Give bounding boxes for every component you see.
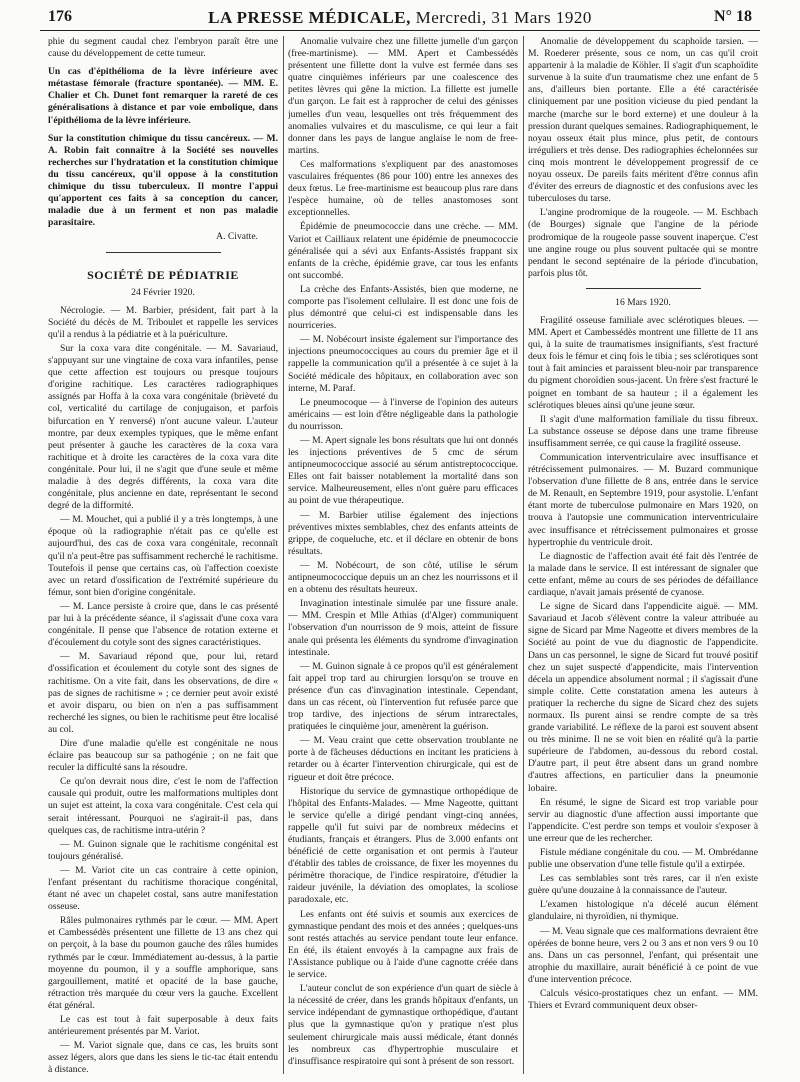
issue-date: Mercredi, 31 Mars 1920 (415, 8, 592, 27)
paragraph: — M. Variot signale que, dans ce cas, les bruits sont assez légers, alors que dans les siens le tic-tac était entendu à distance. (48, 1040, 278, 1074)
separator (106, 252, 221, 253)
paragraph: Râles pulmonaires rythmés par le cœur. — MM. Apert et Cambessédès présentent une fillette de 13 ans chez qui on perçoit, à la base du poumon gauche des râles humides rythmés par le cœur. Immédiatement au-dessus, à la partie moyenne du poumon, il y a souffle amphorique, sans gargouillement, matité et opacité de la base gauche, rétraction très marquée du cœur vers la gauche. Excellent état général. (48, 915, 278, 1011)
paragraph: — M. Variot cite un cas contraire à cette opinion, l'enfant présentant du rachitisme thoracique congénital, étant né avec un chapelet costal, sans autre manifestation osseuse. (48, 864, 278, 913)
column-3 (528, 36, 758, 1074)
paragraph: Fistule médiane congénitale du cou. — M. Ombrédanne publie une observation d'une telle fistule qu'il a extirpée. (528, 847, 758, 871)
paragraph: phie du segment caudal chez l'embryon paraît être une cause du développement de cette tumeur. (48, 36, 278, 60)
paragraph: — M. Mouchet, qui a publié il y a très longtemps, à une époque où la radiographie n'était pas ce qu'elle est aujourd'hui, des cas de coxa vara congénitale, reconnaît qu'il n'a peut-être pas suffisamment recherché le rachitisme. Toutefois il pense que certains cas, où l'affection coexiste avec un retard d'ossification de l'extrémité supérieure du fémur, sont bien d'origine congénitale. (48, 514, 278, 598)
paragraph: L'examen histologique n'a décelé aucun élément glandulaire, ni thyroïdien, ni thymique. (528, 899, 758, 923)
paragraph: Nécrologie. — M. Barbier, président, fait part à la Société du décès de M. Triboulet et rappelle les services qu'il a rendus à la pédiatrie et à la puériculture. (48, 304, 278, 340)
paragraph: Calculs vésico-prostatiques chez un enfant. — MM. Thiers et Evrard communiquent deux obser- (528, 988, 758, 1012)
paragraph: — M. Nobécourt, de son côté, utilise le sérum antipneumococcique depuis un an chez les nourrissons et il en a obtenu des résultats heureux. (288, 559, 518, 596)
paragraph: Sur la coxa vara dite congénitale. — M. Savariaud, s'appuyant sur une vingtaine de coxa vara infantiles, pense que cette affection est toujours ou presque toujours d'origine rachitique. Les caractères radiographiques assignés par Hoffa à la coxa vara congénitale (brièveté du col, verticalité du cartilage de conjugaison, et parfois bifurcation en Y renversé) n'ont aucune valeur. L'auteur montre, par deux exemples typiques, que le même enfant peut présenter à gauche les caractères de la coxa vara rachitique et à droite les caractères de la coxa vara dite congénitale. Pour lui, il ne s'agit que d'une seule et même maladie à des degrés différents, la coxa vara dite congénitale, plus ancienne en date, représentant le second degré de la difformité. (48, 342, 278, 512)
paragraph: — M. Guinon signale que le rachitisme congénital est toujours généralisé. (48, 838, 278, 862)
paragraph: Fragilité osseuse familiale avec sclérotiques bleues. — MM. Apert et Cambessédès montrent une fillette de 11 ans qui, à la suite de traumatismes insignifiants, s'est fracturé deux fois le fémur et cinq fois le tibia ; ses sclérotiques sont tout à fait amincies et paraissent bleu-noir par transparence du pigment choroïdien sous-jacent. Un frère s'est fracturé le poignet en tombant de sa hauteur ; il a également les sclérotiques bleues ainsi qu'une jeune sœur. (528, 314, 758, 411)
journal-title: LA PRESSE MÉDICALE, (208, 8, 411, 27)
column-2 (288, 36, 518, 1074)
paragraph: Les cas semblables sont très rares, car il n'en existe guère qu'une douzaine à la connaissance de l'auteur. (528, 873, 758, 897)
paragraph: L'auteur conclut de son expérience d'un quart de siècle à la nécessité de créer, dans les grands hôpitaux d'enfants, un service indépendant de gymnastique orthopédique, d'autant plus que la gymnastique qu'on y pratique n'est plus seulement chirurgicale mais aussi médicale, étant donnés les nombreux cas d'hypertrophie musculaire et d'insuffisance respiratoire qui sont à présent de son ressort. (288, 983, 518, 1067)
paragraph: La crèche des Enfants-Assistés, bien que moderne, ne comporte pas l'isolement cellulaire. Il est donc une fois de plus démontré que celui-ci est indispensable dans les nourriceries. (288, 283, 518, 332)
section-title: SOCIÉTÉ DE PÉDIATRIE (87, 267, 239, 282)
column-divider (523, 36, 524, 1074)
paragraph: Anomalie vulvaire chez une fillette jumelle d'un garçon (free-martinisme). — MM. Apert et Cambessédès présentent une fillette dont la vulve est fermée dans ses quatre cinquièmes inférieurs par une coalescence des petites lèvres qui gêne la miction. La fillette est jumelle d'un garçon. Le fait est à rapprocher de celui des génisses jumelles d'un veau, lesquelles ont très fréquemment des anomalies vulvaires et du masculisme, ce qui leur a fait donner dans les pays de langue anglaise le nom de free-martins. (288, 36, 518, 156)
separator (586, 288, 701, 289)
paragraph: Dire d'une maladie qu'elle est congénitale ne nous éclaire pas beaucoup sur sa pathogénie ; on ne fait que reculer la difficulté sans la résoudre. (48, 737, 278, 774)
paragraph: En résumé, le signe de Sicard est trop variable pour servir au diagnostic d'une affection aussi importante que l'appendicite. C'est perdre son temps et vouloir s'exposer à une erreur que de les rechercher. (528, 796, 758, 844)
header-rule (40, 30, 760, 31)
paragraph: — M. Lance persiste à croire que, dans le cas présenté par lui à la précédente séance, il s'agissait d'une coxa vara congénitale. Il pense que l'absence de rotation externe et d'écoulement du cotyle sont des signes caractéristiques. (48, 600, 278, 649)
running-title (40, 8, 760, 28)
paragraph: Communication interventriculaire avec insuffisance et rétrécissement pulmonaires. — M. Buzard communique l'observation d'une fillette de 8 ans, entrée dans le service de M. Renault, en Septembre 1919, pour asystolie. L'enfant étant morte de tuberculose pulmonaire en Mars 1920, on trouva à l'autopsie une communication interventriculaire avec insuffisance et rétrécissement pulmonaires et grosse hypertrophie du ventricule droit. (528, 452, 758, 548)
paragraph: Ces malformations s'expliquent par des anastomoses vasculaires fréquentes (86 pour 100) entre les annexes des deux fœtus. Le free-martinisme est beaucoup plus rare dans l'espèce humaine, où de telles anastomoses sont exceptionnelles. (288, 158, 518, 219)
paragraph: — M. Barbier utilise également des injections préventives mixtes semblables, chez des enfants atteints de grippe, de coqueluche, etc. et il déclare en obtenir de bons résultats. (288, 509, 518, 557)
paragraph: Le cas est tout à fait superposable à deux faits antérieurement présentés par M. Variot. (48, 1014, 278, 1038)
paragraph: — M. Guinon signale à ce propos qu'il est généralement fait appel trop tard au chirurgien lorsqu'on se trouve en présence d'un cas d'invagination intestinale. Cependant, dans un cas récent, où l'intervention fut refusée parce que trop tardive, des injections de sérum intrarectales, pratiquées le cinquième jour, amenèrent la guérison. (288, 660, 518, 733)
article-heading: Sur la constitution chimique du tissu cancéreux. — M. A. Robin fait connaître à la Société ses nouvelles recherches sur l'hydratation et la constitution chimique du tissu cancéreux, qu'il oppose à la constitution chimique du tissu tuberculeux. Il montre l'appui qu'apportent ces faits à sa conception du cancer, maladie due à un ferment et non pas maladie parasitaire. (48, 132, 278, 229)
paragraph: Le signe de Sicard dans l'appendicite aiguë. — MM. Savariaud et Jacob s'élèvent contre la valeur attribuée au signe de Sicard par Mme Nageotte et divers membres de la Société au point de vue du diagnostic de l'appendicite. Dans un cas personnel, le signe de Sicard fut trouvé positif chez un sujet suspecté d'appendicite, mais l'intervention décela un appendice absolument normal ; il s'agissait d'une simple colite. Cette constatation amena les auteurs à pratiquer la recherche du signe de Sicard chez des sujets normaux. Ils purent ainsi se rendre compte de sa très grande variabilité. Le réflexe de la paroi est souvent absent ou très minime. Il ne se voit bien en réalité qu'à la partie supérieure de l'abdomen, au-dessous du rebord costal. D'autre part, il peut être absent dans un grand nombre d'autres affections, en particulier dans la pneumonie lobaire. (528, 601, 758, 794)
paragraph: Épidémie de pneumococcie dans une crèche. — MM. Variot et Cailliaux relatent une épidémie de pneumococcie généralisée qui a sévi aux Enfants-Assistés frappant six enfants de la crèche, épidémie grave, car tous les enfants ont succombé. (288, 221, 518, 281)
column-divider (283, 36, 284, 1074)
paragraph: Historique du service de gymnastique orthopédique de l'hôpital des Enfants-Malades. — Mme Nageotte, quittant le service qu'elle a dirigé pendant vingt-cinq années, rappelle qu'il fut suivi par de nombreux médecins et étudiants, français et étrangers. Plus de 3.000 enfants ont bénéficié de cette organisation et ont permis à l'auteur d'établir des tables de croissance, de fixer les moyennes du périmètre thoracique, de l'indice respiratoire, d'étudier la raideur juvénile, la déviation des omoplates, la scoliose paradoxale, etc. (288, 785, 518, 906)
paragraph: Anomalie de développement du scaphoïde tarsien. — M. Roederer présente, sous ce nom, un cas qu'il croit appartenir à la maladie de Köhler. Il s'agit d'un scaphoïdite survenue à la suite d'un traumatisme chez une enfant de 5 ans, d'ailleurs bien portante. Elle a été caractérisée cliniquement par une position vicieuse du pied pendant la marche (marche sur le bord externe) et une douleur à la pression durant quelques semaines. Radiographiquement, le noyau osseux était plus mince, plus petit, de contours irréguliers et très dense. Des radiographies échelonnées sur cinq mois montrent le développement progressif de ce noyau osseux. De pareils faits méritent d'être connus afin d'éviter des erreurs de diagnostic et des confusions avec les tuberculoses du tarse. (528, 36, 758, 205)
paragraph: L'angine prodromique de la rougeole. — M. Eschbach (de Bourges) signale que l'angine de la période prodromique de la rougeole passe souvent inaperçue. C'est une angine rouge ou plus souvent pultacée qui se montre pendant le second septénaire de la période d'incubation, parfois plus tôt. (528, 207, 758, 279)
paragraph: Le pneumocoque — à l'inverse de l'opinion des auteurs américains — est loin d'être négligeable dans la pathologie du nourrisson. (288, 396, 518, 432)
author-signature: A. Civatte. (216, 231, 258, 243)
paragraph: Le diagnostic de l'affection avait été fait dès l'entrée de la malade dans le service. Il est intéressant de signaler que cette enfant, même au cours de ses périodes de défaillance cardiaque, n'avait jamais présenté de cyanose. (528, 550, 758, 599)
paragraph: Il s'agit d'une malformation familiale du tissu fibreux. La substance osseuse se dépose dans une trame fibreuse insuffisamment serrée, ce qui cause la fragilité osseuse. (528, 413, 758, 449)
session-date: 24 Février 1920. (131, 286, 195, 298)
paragraph: Ce qu'on devrait nous dire, c'est le nom de l'affection causale qui produit, outre les malformations multiples dont un sujet est atteint, la coxa vara congénitale. C'est cela qui serait intéressant. Pourquoi ne s'agirait-il pas, dans quelques cas, de rachitisme intra-utérin ? (48, 776, 278, 836)
paragraph: — M. Apert signale les bons résultats que lui ont donnés les injections préventives de 5 cmc de sérum antipneumococcique associé au sérum antistreptococcique. Elles ont fait baisser notablement la mortalité dans son service. Malheureusement, elles n'ont guère paru efficaces au point de vue thérapeutique. (288, 435, 518, 507)
paragraph: — M. Savariaud répond que, pour lui, retard d'ossification et écoulement du cotyle sont des signes de rachitisme. On a vite fait, dans les observations, de dire « pas de signes de rachitisme » ; ce dernier peut avoir existé et avoir disparu, ou bien on n'en a pas suffisamment recherché les signes, ou bien le rachitisme peut être localisé au col. (48, 651, 278, 735)
paragraph: — M. Nobécourt insiste également sur l'importance des injections pneumococciques au cours du premier âge et il rappelle la communication qu'il a présentée à ce sujet à la Société médicale des hôpitaux, en collaboration avec son interne, M. Paraf. (288, 334, 518, 394)
paragraph: — M. Veau craint que cette observation troublante ne porte à de fâcheuses déductions en incitant les praticiens à retarder ou à écarter l'intervention chirurgicale, qui est de rigueur et doit être précoce. (288, 735, 518, 783)
session-date: 16 Mars 1920. (615, 296, 671, 308)
page-number: 176 (48, 8, 72, 25)
paragraph: Les enfants ont été suivis et soumis aux exercices de gymnastique pendant des mois et des années ; quelques-uns sont restés attachés au service pendant toute leur enfance. En été, ils étaient envoyés à la campagne aux frais de l'Assistance publique ou à l'aide d'une cagnotte créée dans le service. (288, 908, 518, 981)
article-heading: Un cas d'épithélioma de la lèvre inférieure avec métastase fémorale (fracture spontanée). — MM. E. Chalier et Ch. Dunet font remarquer la rareté de ces généralisations à distance et par voie embolique, dans l'épithélioma de la lèvre inférieure. (48, 66, 278, 126)
paragraph: Invagination intestinale simulée par une fissure anale. — MM. Crespin et Mlle Athias (d'Alger) communiquent l'observation d'un nourrisson de 9 mois, atteint de fissure anale qui présenta les éléments du syndrome d'invagination intestinale. (288, 598, 518, 658)
issue-number: N° 18 (714, 8, 752, 25)
column-1 (48, 36, 278, 1074)
paragraph: — M. Veau signale que ces malformations devraient être opérées de bonne heure, vers 2 ou 3 ans et non vers 9 ou 10 ans. Dans un cas personnel, l'enfant, qui présentait une atrophie du maxillaire, aurait bénéficié à ce point de vue d'une intervention précoce. (528, 925, 758, 985)
